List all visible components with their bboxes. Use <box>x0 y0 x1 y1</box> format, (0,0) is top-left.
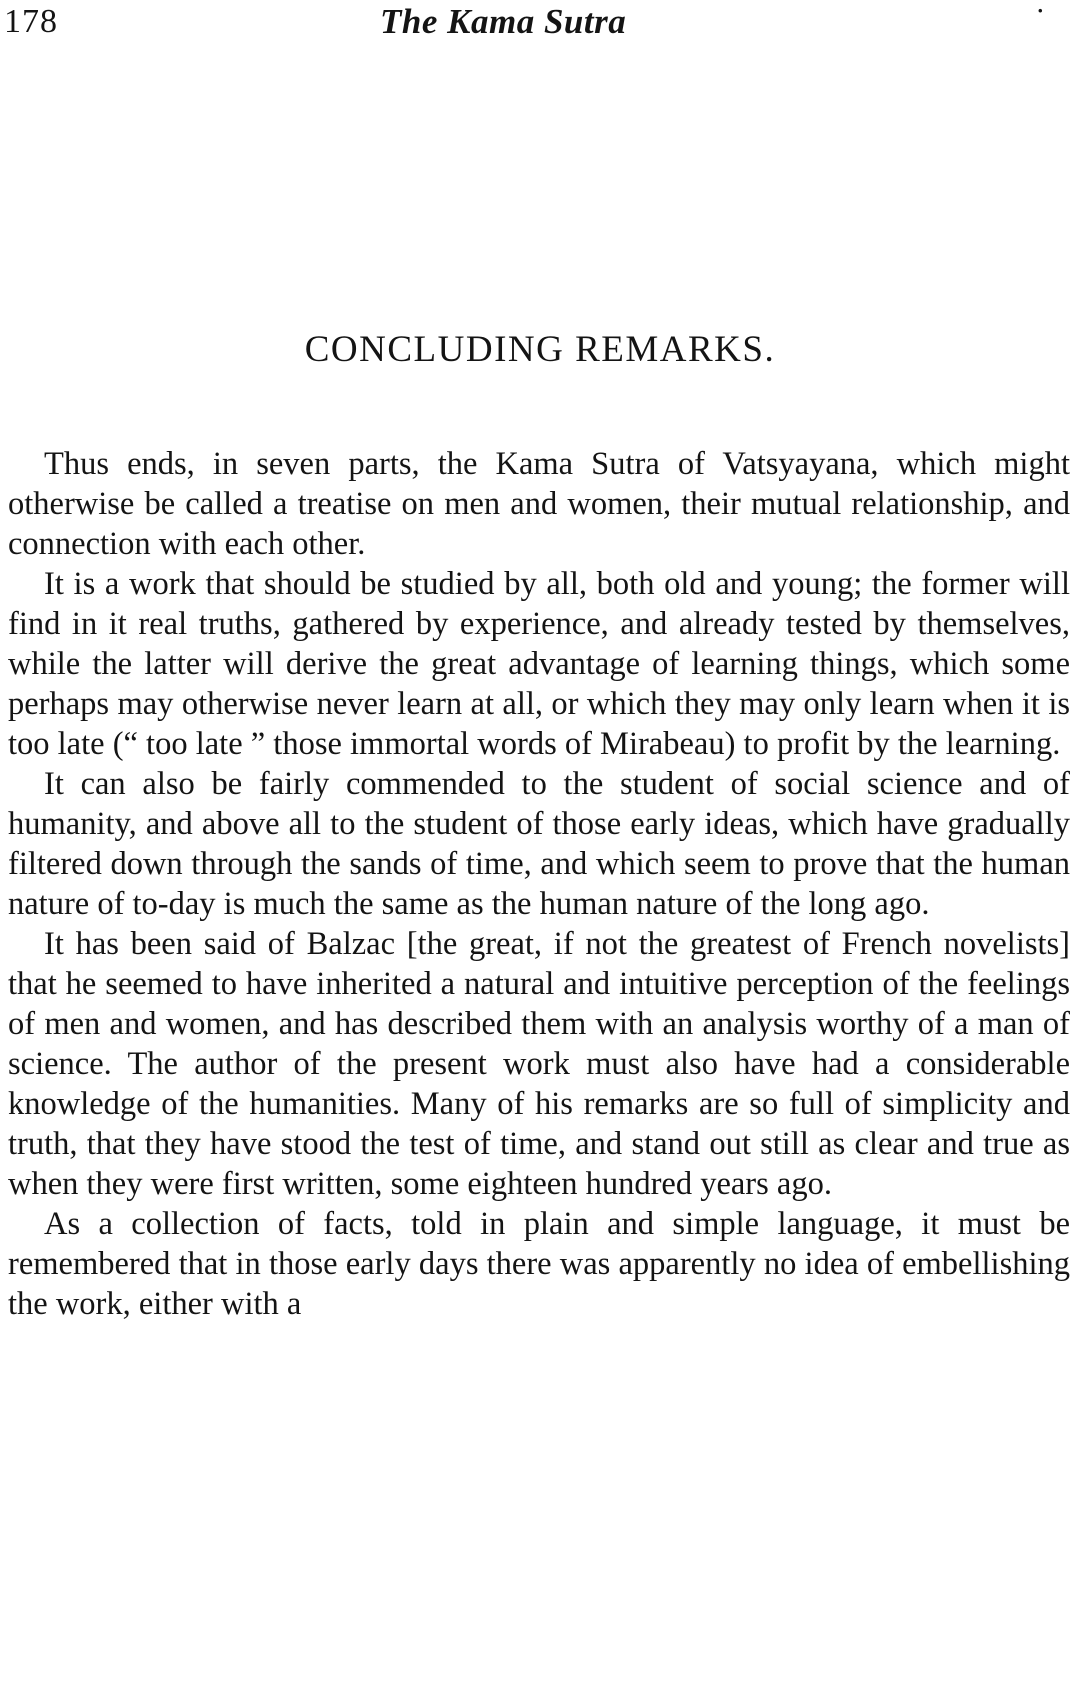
body-text <box>8 444 1070 1324</box>
running-head <box>0 0 1080 48</box>
page-number: 178 <box>4 3 58 40</box>
running-title: The Kama Sutra <box>380 2 627 41</box>
chapter-title: CONCLUDING REMARKS. <box>304 329 776 370</box>
paragraph-4: It has been said of Balzac [the great, if not the greatest of French novelists] that he seemed to have inherited a natural and intuitive perception of the feelings of men and women, and has described them with an analysis worthy of a man of science. The author of the present work must also have had a considerable knowledge of the humanities. Many of his remarks are so full of simplicity and truth, that they have stood the test of time, and stand out still as clear and true as when they were first written, some eighteen hundred years ago. <box>8 926 1070 1202</box>
paragraph-1: Thus ends, in seven parts, the Kama Sutra of Vatsyayana, which might otherwise be called a treatise on men and women, their mutual relationship, and connection with each other. <box>8 446 1070 562</box>
paragraph-3: It can also be fairly commended to the student of social science and of humanity, and above all to the student of those early ideas, which have gradually filtered down through the sands of time, and which seem to prove that the human nature of to-day is much the same as the human nature of the long ago. <box>8 766 1070 922</box>
paragraph-2: It is a work that should be studied by all, both old and young; the former will find in it real truths, gathered by experience, and already tested by themselves, while the latter will derive the great advantage of learning things, which some perhaps may otherwise never learn at all, or which they may only learn when it is too late (“ too late ” those immortal words of Mirabeau) to profit by the learning. <box>8 566 1070 762</box>
paragraph-5: As a collection of facts, told in plain and simple language, it must be remembered that in those early days there was apparently no idea of embellishing the work, either with a <box>8 1206 1070 1322</box>
corner-mark: · <box>1036 0 1044 23</box>
